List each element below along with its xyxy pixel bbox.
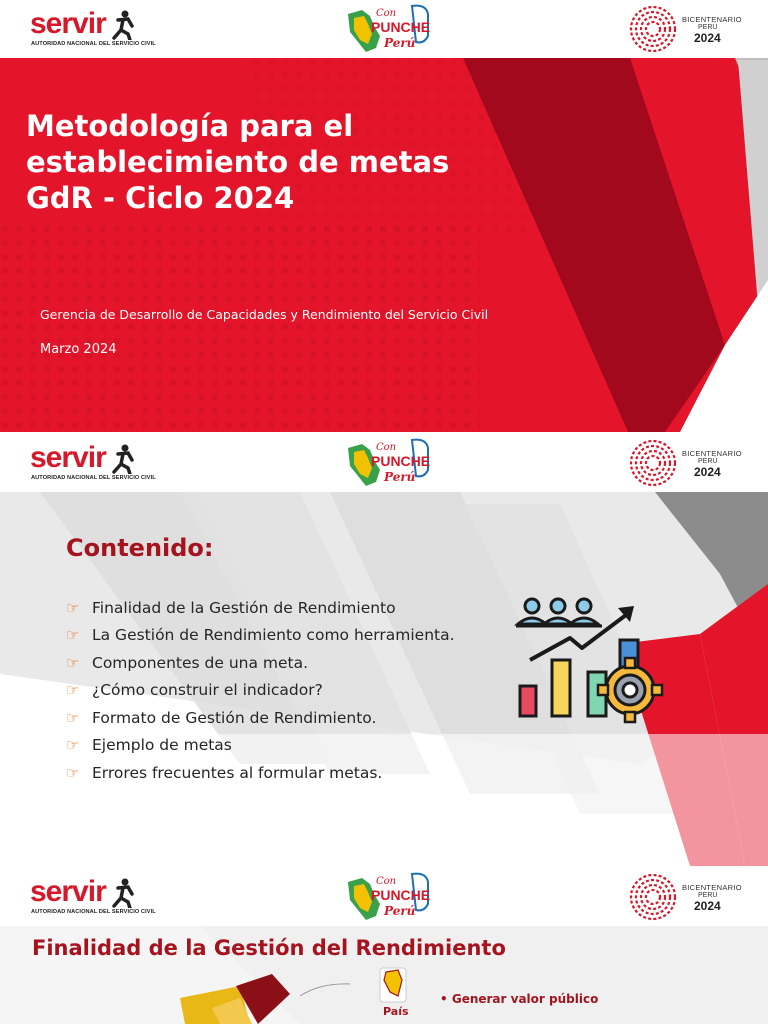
bicentenario-logo: BICENTENARIO PERÚ 2024: [628, 4, 758, 54]
servir-logo: servir AUTORIDAD NACIONAL DEL SERVICIO CIVIL: [30, 441, 156, 481]
pointing-hand-icon: ☞: [66, 682, 80, 700]
list-item: ☞ La Gestión de Rendimiento como herramienta.: [66, 626, 455, 645]
list-item: ☞ Componentes de una meta.: [66, 653, 309, 672]
slide-contents: [0, 434, 768, 866]
peru-map-icon: [380, 968, 406, 1002]
list-item: ☞ Formato de Gestión de Rendimiento.: [66, 708, 377, 727]
presentation-title: Metodología para el establecimiento de metas GdR - Ciclo 2024: [26, 109, 450, 215]
list-item: ☞ ¿Cómo construir el indicador?: [66, 681, 323, 700]
svg-text:Con: Con: [376, 876, 397, 887]
team-growth-chart-gear-icon: [512, 594, 672, 724]
slide1-background: [0, 0, 768, 432]
presentation-date: Marzo 2024: [40, 342, 117, 357]
con-punche-peru-logo: [340, 436, 436, 490]
list-item: ☞ Ejemplo de metas: [66, 736, 232, 755]
svg-text:PUNCHE: PUNCHE: [371, 19, 431, 35]
value-bullet: • Generar valor público: [440, 992, 599, 1006]
contents-title: Contenido:: [66, 534, 214, 562]
pointing-hand-icon: ☞: [66, 654, 80, 672]
svg-text:Perú: Perú: [384, 470, 416, 484]
pointing-hand-icon: ☞: [66, 709, 80, 727]
svg-text:Perú: Perú: [384, 904, 416, 918]
country-label: País: [383, 1005, 409, 1018]
svg-text:Con: Con: [376, 442, 397, 453]
pointing-hand-icon: ☞: [66, 737, 80, 755]
runner-icon: [108, 10, 136, 40]
slide-title: [0, 0, 768, 432]
slide-purpose: [0, 868, 768, 1024]
purpose-title: Finalidad de la Gestión del Rendimiento: [32, 936, 506, 960]
slide1-header: [0, 0, 768, 58]
contents-list: [66, 594, 455, 787]
bicentenario-logo: BICENTENARIO PERÚ 2024: [628, 872, 758, 922]
pointing-hand-icon: ☞: [66, 764, 80, 782]
slide3-header: [0, 868, 768, 926]
svg-text:PUNCHE: PUNCHE: [371, 887, 431, 903]
pointing-hand-icon: ☞: [66, 627, 80, 645]
slide2-header: [0, 434, 768, 492]
bicentenario-emblem-icon: [628, 872, 678, 922]
con-punche-peru-logo: [340, 2, 436, 56]
servir-logo: servir AUTORIDAD NACIONAL DEL SERVICIO CIVIL: [30, 875, 156, 915]
pointing-hand-icon: ☞: [66, 599, 80, 617]
list-item: ☞ Errores frecuentes al formular metas.: [66, 763, 383, 782]
bicentenario-emblem-icon: [628, 438, 678, 488]
svg-text:Perú: Perú: [384, 36, 416, 50]
runner-icon: [108, 444, 136, 474]
bicentenario-emblem-icon: [628, 4, 678, 54]
presentation-subtitle: Gerencia de Desarrollo de Capacidades y Rendimiento del Servicio Civil: [40, 307, 489, 322]
svg-text:Con: Con: [376, 8, 397, 19]
bicentenario-logo: BICENTENARIO PERÚ 2024: [628, 438, 758, 488]
con-punche-peru-logo: [340, 870, 436, 924]
runner-icon: [108, 878, 136, 908]
servir-logo: servir AUTORIDAD NACIONAL DEL SERVICIO CIVIL: [30, 7, 156, 47]
list-item: ☞ Finalidad de la Gestión de Rendimiento: [66, 598, 396, 617]
svg-text:PUNCHE: PUNCHE: [371, 453, 431, 469]
